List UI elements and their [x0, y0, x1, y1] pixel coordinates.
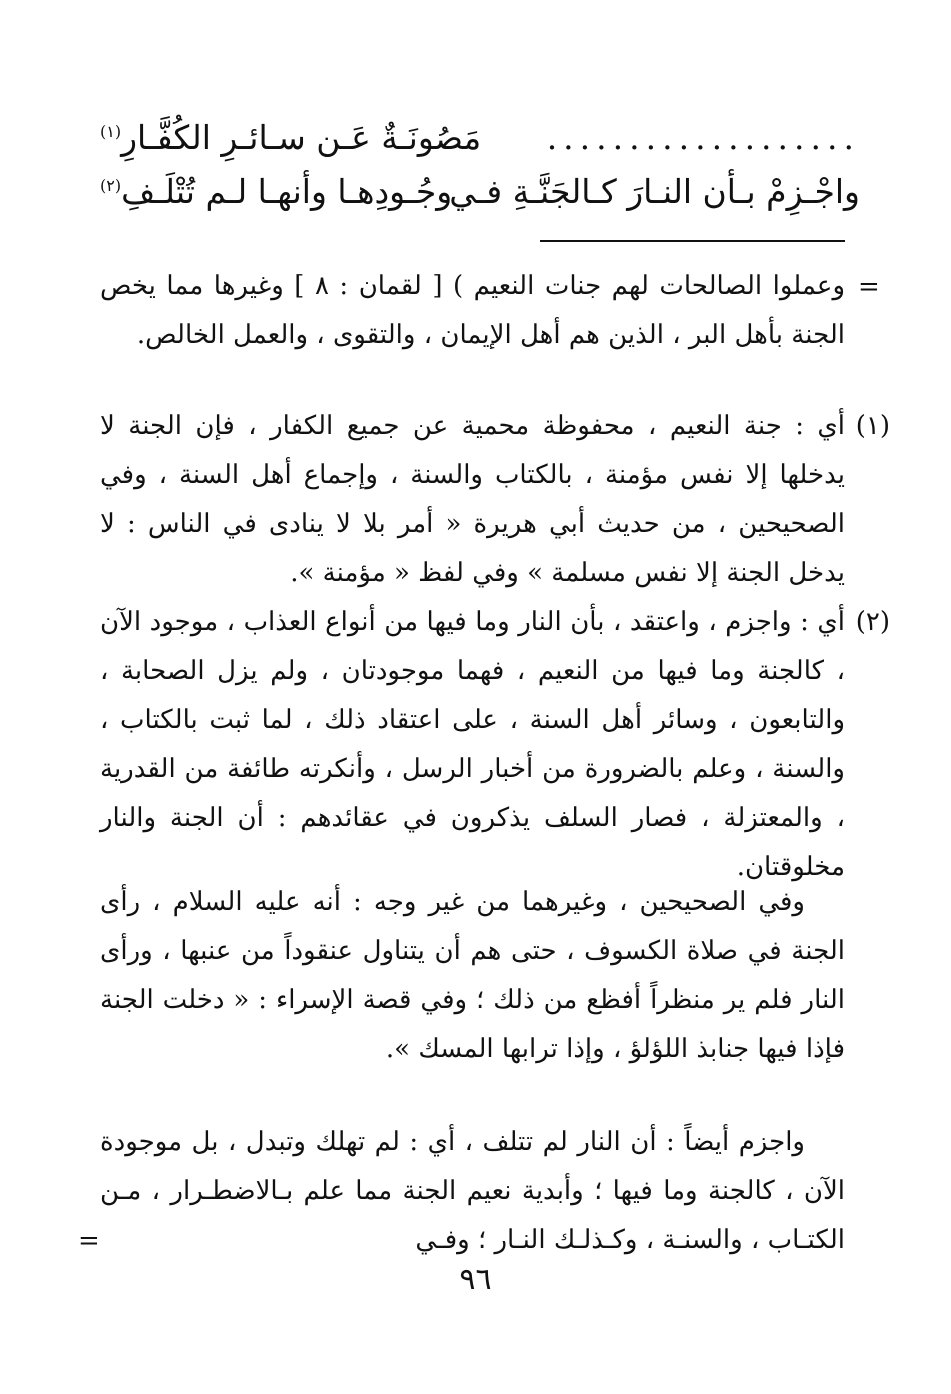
page-number: ٩٦	[459, 1262, 492, 1297]
poem-dots: ...................	[546, 118, 860, 157]
footnote-2	[100, 598, 890, 892]
footnote-2-number: (٢)	[855, 607, 890, 637]
continuation-text: وعملوا الصالحات لهم جنات النعيم ) [ لقمان : ٨ ] وغيرها مما يخص الجنة بأهل البر ، الذين هم أهل الإيمان ، والتقوى ، والعمل الخالص.	[100, 271, 845, 350]
paragraph-3-text: وفي الصحيحين ، وغيرهما من غير وجه : أنه عليه السلام ، رأى الجنة في صلاة الكسوف ، حتى هم أن يتناول عنقوداً من عنبها ، ورأى النار فلم ير منظراً أفظع من ذلك ؛ وفي قصة الإسراء : « دخلت الجنة فإذا فيها جنابذ اللؤلؤ ، وإذا ترابها المسك ».	[100, 887, 845, 1064]
end-mark: =	[78, 1226, 100, 1256]
footnote-1-number: (١)	[855, 411, 890, 441]
paragraph-4	[100, 1118, 845, 1265]
poem-line-2	[100, 172, 860, 222]
footnote-2-text: أي : واجزم ، واعتقد ، بأن النار وما فيها من أنواع العذاب ، موجود الآن ، كالجنة وما فيها من النعيم ، فهما موجودتان ، ولم يزل الصحابة ، والتابعون ، وسائر أهل السنة ، على اعتقاد ذلك ، لما ثبت بالكتاب ، والسنة ، وعلم بالضرورة من أخبار الرسل ، وأنكرته طائفة من القدرية ، والمعتزلة ، فصار السلف يذكرون في عقائدهم : أن الجنة والنار مخلوقتان.	[100, 607, 845, 882]
poem-line-2-text: وجُـودِهـا وأنهـا لـم تُتْلَـفِ	[121, 172, 453, 211]
poem-line-1-right	[547, 118, 860, 157]
poem-line-1-left	[100, 118, 481, 157]
separator-rule	[540, 240, 845, 242]
poem-line-1-text: مَصُونَـةٌ عَـن سـائـرِ الكُفَّـارِ	[121, 118, 482, 157]
poem-line-2-right: واجْـزِمْ بـأن النـارَ كـالجَنَّـةِ فـي	[449, 172, 860, 211]
poem-line-2-left	[100, 172, 452, 211]
paragraph-3	[100, 878, 845, 1074]
footnote-1	[100, 402, 890, 598]
footnote-ref-1: (١)	[100, 122, 122, 141]
poem-line-1	[100, 118, 860, 168]
footnote-1-text: أي : جنة النعيم ، محفوظة محمية عن جميع الكفار ، فإن الجنة لا يدخلها إلا نفس مؤمنة ، بالكتاب والسنة ، وإجماع أهل السنة ، وفي الصحيحين ، من حديث أبي هريرة « أمر بلا لا ينادى في الناس : لا يدخل الجنة إلا نفس مسلمة » وفي لفظ « مؤمنة ».	[100, 411, 845, 588]
continuation-mark: =	[858, 272, 880, 302]
paragraph-4-text: واجزم أيضاً : أن النار لم تتلف ، أي : لم تهلك وتبدل ، بل موجودة الآن ، كالجنة وما فيها ؛ وأبدية نعيم الجنة مما علم بـالاضطـرار ، مـن الكتـاب ، والسنـة ، وكـذلـك النـار ؛ وفـي	[100, 1127, 845, 1255]
footnote-ref-2: (٢)	[100, 176, 122, 195]
continuation-paragraph	[100, 262, 845, 360]
